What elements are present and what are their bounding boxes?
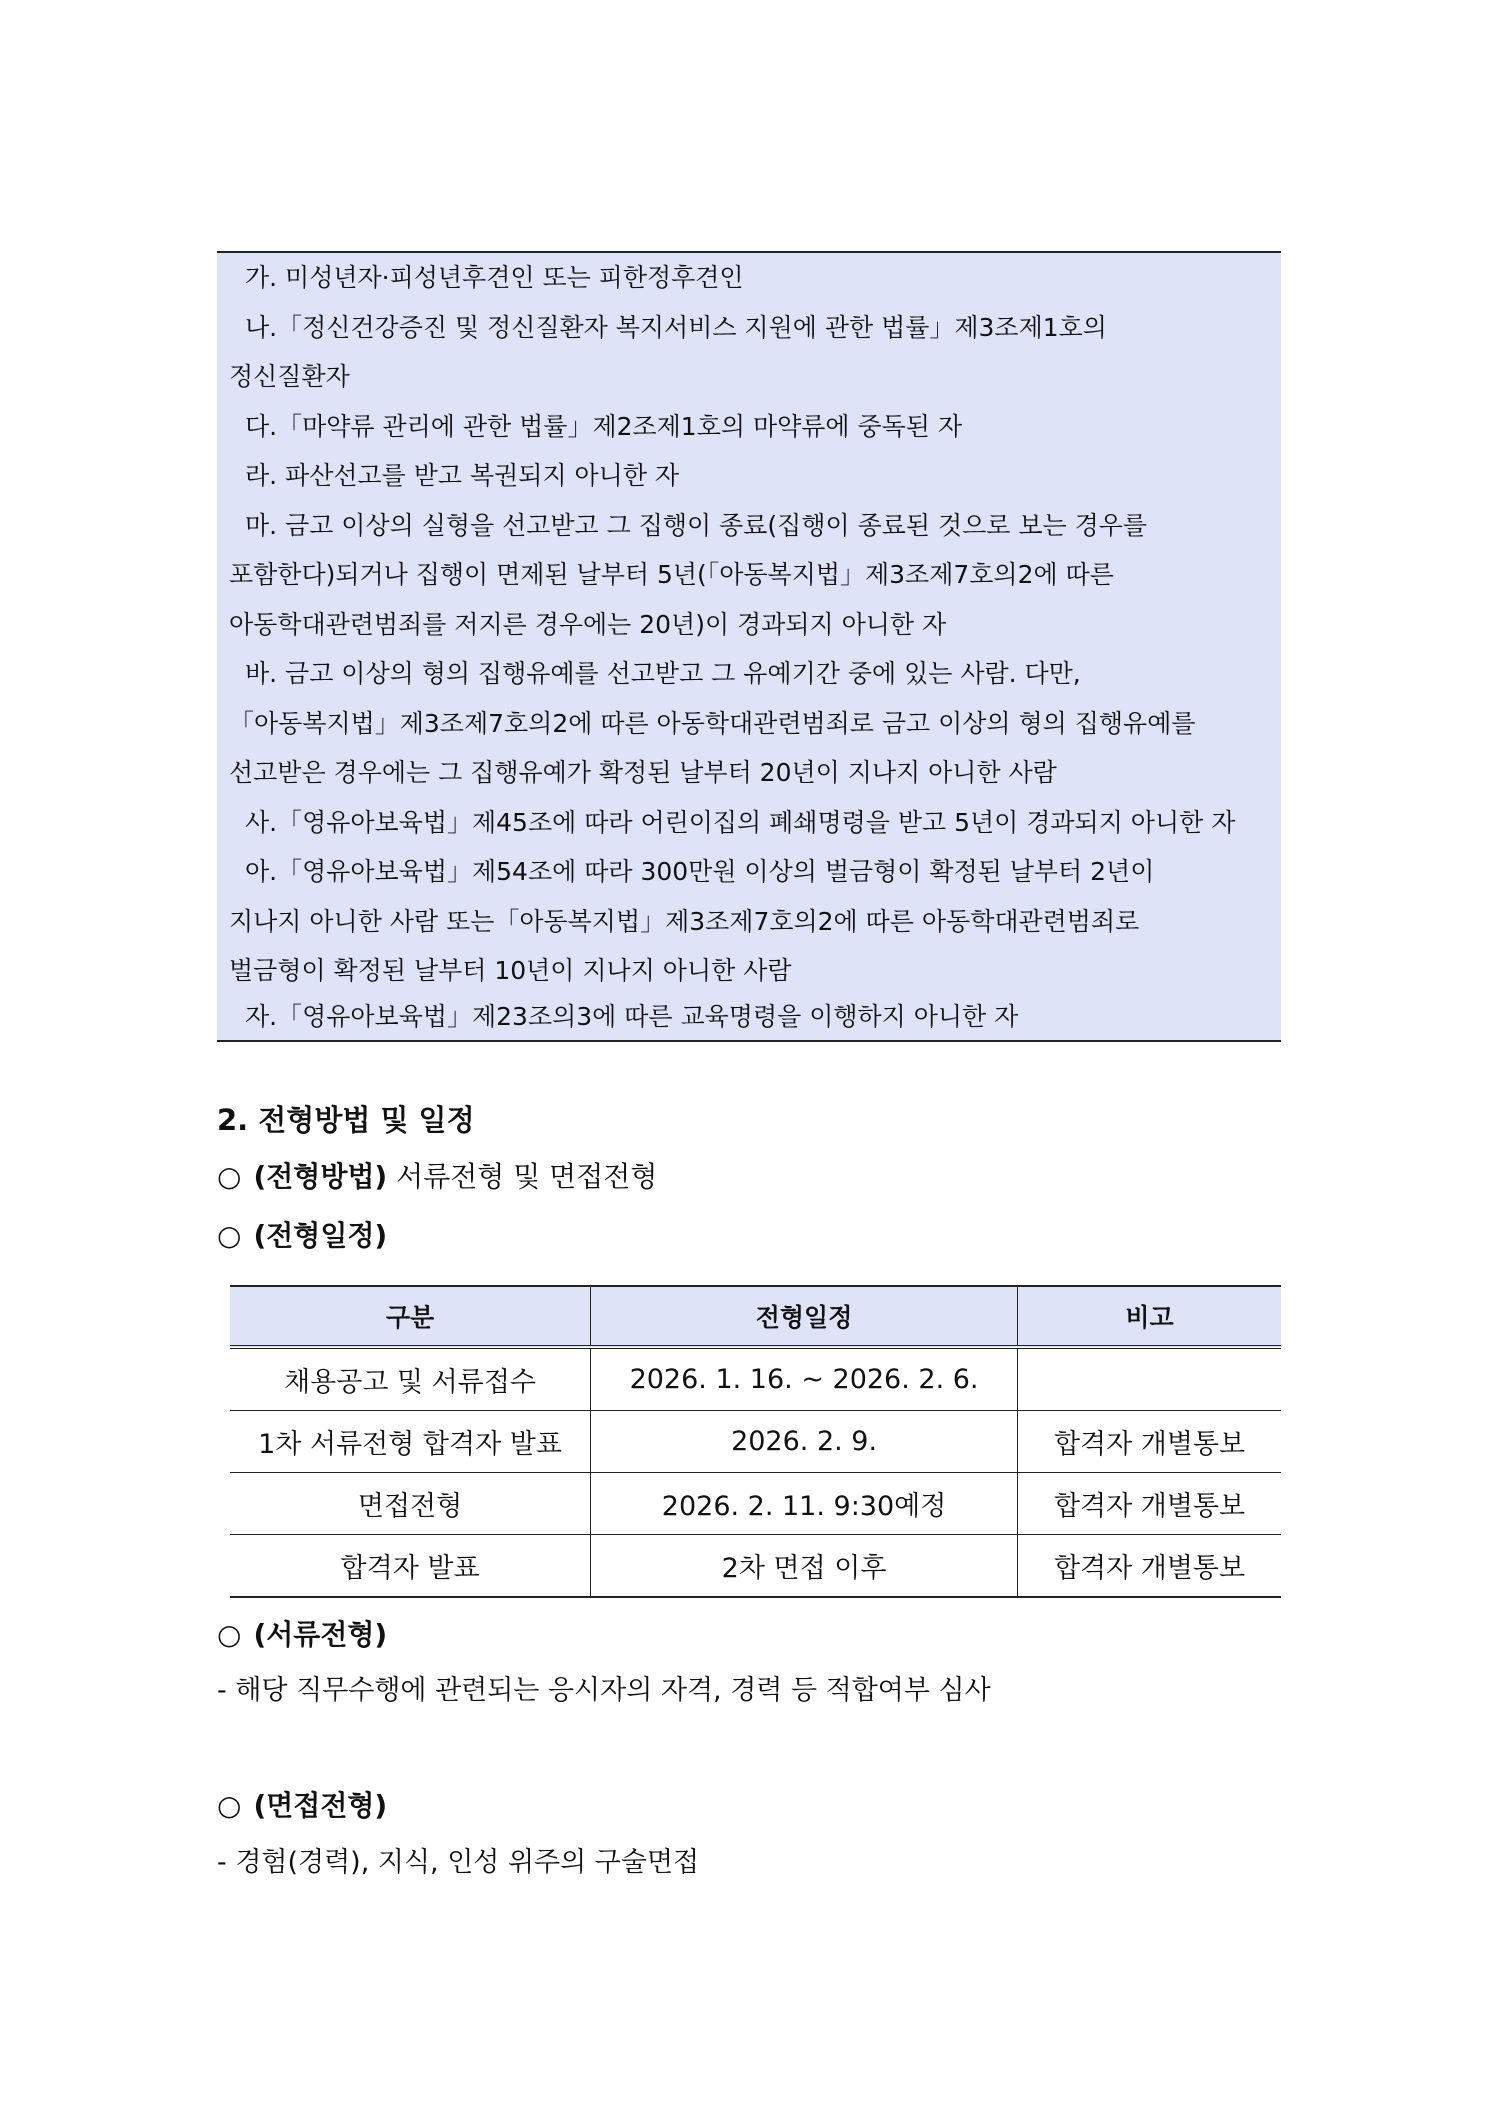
table-cell: 합격자 개별통보 [1018, 1535, 1281, 1598]
disqualification-line: 정신질환자 [229, 362, 350, 391]
table-cell: 2026. 2. 9. [591, 1411, 1018, 1473]
schedule-table [230, 1285, 1281, 1598]
document-screening-text: - 해당 직무수행에 관련되는 응시자의 자격, 경력 등 적합여부 심사 [217, 1675, 991, 1706]
disqualification-line: 다.「마약류 관리에 관한 법률」제2조제1호의 마약류에 중독된 자 [245, 412, 963, 441]
section-heading: 2. 전형방법 및 일정 [217, 1103, 475, 1137]
disqualification-line: 나.「정신건강증진 및 정신질환자 복지서비스 지원에 관한 법률」제3조제1호의 [245, 313, 1107, 342]
table-header-row [230, 1286, 1281, 1347]
table-row [230, 1535, 1281, 1598]
disqualification-line: 포함한다)되거나 집행이 면제된 날부터 5년(「아동복지법」제3조제7호의2에 따른 [229, 560, 1114, 589]
table-cell: 2차 면접 이후 [591, 1535, 1018, 1598]
column-header: 구분 [230, 1286, 591, 1347]
circle-bullet-icon: ○ [217, 1618, 242, 1651]
disqualification-box [217, 251, 1281, 1042]
disqualification-line: 선고받은 경우에는 그 집행유예가 확정된 날부터 20년이 지나지 아니한 사람 [229, 758, 1057, 787]
disqualification-line: 바. 금고 이상의 형의 집행유예를 선고받고 그 유예기간 중에 있는 사람. 다만, [245, 659, 1081, 688]
table-row [230, 1347, 1281, 1411]
table-cell: 면접전형 [230, 1473, 591, 1535]
schedule-label: (전형일정) [253, 1219, 388, 1252]
disqualification-line: 라. 파산선고를 받고 복권되지 아니한 자 [245, 461, 680, 490]
document-screening-label: (서류전형) [253, 1618, 388, 1651]
circle-bullet-icon: ○ [217, 1160, 242, 1193]
schedule-bullet [217, 1214, 387, 1254]
method-text: 서류전형 및 면접전형 [396, 1160, 658, 1193]
table-cell: 합격자 개별통보 [1018, 1411, 1281, 1473]
table-cell: 합격자 개별통보 [1018, 1473, 1281, 1535]
disqualification-line: 벌금형이 확정된 날부터 10년이 지나지 아니한 사람 [229, 956, 792, 985]
disqualification-line: 지나지 아니한 사람 또는「아동복지법」제3조제7호의2에 따른 아동학대관련범죄로 [229, 907, 1140, 936]
method-label: (전형방법) [253, 1160, 388, 1193]
document-screening-bullet [217, 1613, 387, 1653]
disqualification-line: 사.「영유아보육법」제45조에 따라 어린이집의 폐쇄명령을 받고 5년이 경과되지 아니한 자 [245, 808, 1236, 837]
interview-bullet [217, 1784, 387, 1824]
table-cell: 채용공고 및 서류접수 [230, 1347, 591, 1411]
interview-text: - 경험(경력), 지식, 인성 위주의 구술면접 [217, 1847, 700, 1878]
disqualification-line: 「아동복지법」제3조제7호의2에 따른 아동학대관련범죄로 금고 이상의 형의 집행유예를 [229, 709, 1196, 738]
column-header: 비고 [1018, 1286, 1281, 1347]
method-bullet [217, 1155, 657, 1195]
table-row [230, 1473, 1281, 1535]
disqualification-line: 아.「영유아보육법」제54조에 따라 300만원 이상의 벌금형이 확정된 날부터 2년이 [245, 857, 1155, 886]
table-cell: 합격자 발표 [230, 1535, 591, 1598]
table-cell: 2026. 2. 11. 9:30예정 [591, 1473, 1018, 1535]
circle-bullet-icon: ○ [217, 1219, 242, 1252]
disqualification-line: 아동학대관련범죄를 저지른 경우에는 20년)이 경과되지 아니한 자 [229, 610, 947, 639]
table-row [230, 1411, 1281, 1473]
disqualification-line: 자.「영유아보육법」제23조의3에 따른 교육명령을 이행하지 아니한 자 [245, 1002, 1019, 1031]
disqualification-line: 마. 금고 이상의 실형을 선고받고 그 집행이 종료(집행이 종료된 것으로 보는 경우를 [245, 511, 1148, 540]
table-cell [1018, 1347, 1281, 1411]
column-header: 전형일정 [591, 1286, 1018, 1347]
table-cell: 1차 서류전형 합격자 발표 [230, 1411, 591, 1473]
disqualification-line: 가. 미성년자·피성년후견인 또는 피한정후견인 [245, 263, 744, 292]
circle-bullet-icon: ○ [217, 1789, 242, 1822]
table-cell: 2026. 1. 16. ~ 2026. 2. 6. [591, 1347, 1018, 1411]
interview-label: (면접전형) [253, 1789, 388, 1822]
